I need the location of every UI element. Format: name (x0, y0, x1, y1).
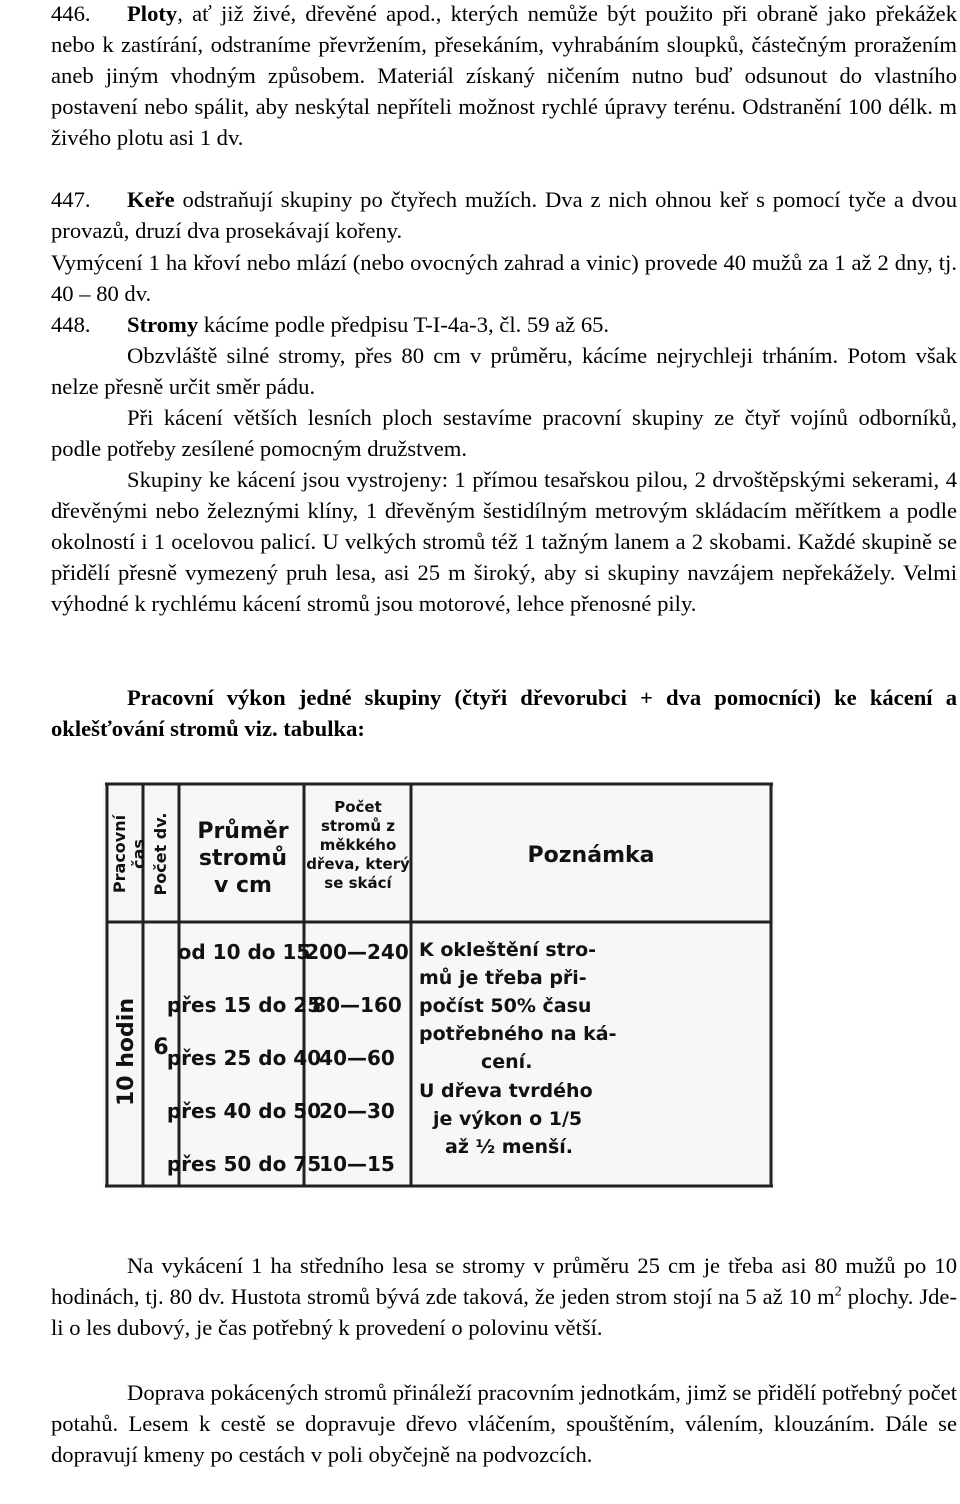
paragraph-after-1 (51, 1250, 957, 1343)
cell-prumer: přes 50 do 75 (166, 1152, 322, 1176)
note-line: je výkon o 1/5 (433, 1108, 583, 1130)
table-intro: Pracovní výkon jedné skupiny (čtyři dřevorubci + dva pomocníci) ke kácení a oklešťování stromů viz. tabulka: (51, 685, 957, 741)
paragraph-text: Na vykácení 1 ha středního lesa se stromy v průměru 25 cm je třeba asi 80 mužů po 10 hodinách, tj. 80 dv. Hustota stromů bývá zde taková, že jeden strom stojí na 5 až 10 m (51, 1253, 957, 1309)
header-pocet-line: stromů z (320, 817, 396, 835)
header-dv: Počet dv. (151, 812, 170, 896)
paragraph-text: plochy. Jde-li o les dubový, je čas potřebný k provedení o polovinu větší. (51, 1284, 957, 1340)
paragraph-448-3: Při kácení větších lesních ploch sestavíme pracovní skupiny ze čtyř vojínů odborníků, podle potřeby zesílené pomocným družstvem. (51, 405, 957, 461)
note-line: mů je třeba při- (419, 967, 587, 989)
section-number: 448. (51, 312, 91, 337)
note-line: K okleštění stro- (419, 939, 597, 961)
paragraph-448-2: Obzvláště silné stromy, přes 80 cm v průměru, kácíme nejrychleji trháním. Potom však nelze přesně určit směr pádu. (51, 343, 957, 399)
superscript: 2 (834, 1284, 842, 1300)
header-pocet-line: se skácí (324, 874, 392, 892)
header-prumer-line: v cm (214, 873, 272, 898)
header-prumer-line: stromů (198, 846, 288, 871)
paragraph-448-4: Skupiny ke kácení jsou vystrojeny: 1 přímou tesařskou pilou, 2 drvoštěpskými sekerami, 4 dřevěnými nebo železnými klíny, 1 dřevěným šestidílným metrovým skládacím měřítkem a podle okolností i 1 ocelovou palicí. U velkých stromů též 1 tažným lanem a 2 skobami. Každé skupině se přidělí přesně vymezený pruh lesa, asi 25 m široký, aby si skupiny navzájem nepřekážely. Velmi výhodné k rychlému kácení stromů jsou motorové, lehce přenosné pily. (51, 467, 957, 616)
section-title: Ploty (127, 1, 178, 26)
header-pocet-line: Počet (334, 798, 382, 816)
paragraph-after-2: Doprava pokácených stromů přináleží pracovním jednotkám, jimž se přidělí potřebný počet potahů. Lesem k cestě se dopravuje dřevo vláčením, spouštěním, válením, klouzáním. Dále se dopravují kmeny po cestách v poli obyčejně na podvozcích. (51, 1380, 957, 1467)
cell-pocet: 10—15 (319, 1152, 395, 1176)
paragraph-447-2: Vymýcení 1 ha křoví nebo mlází (nebo ovocných zahrad a vinic) provede 40 mužů za 1 až 2 dny, tj. 40 – 80 dv. (51, 250, 957, 306)
table-scan (103, 782, 775, 1188)
cell-prumer: přes 40 do 50 (166, 1099, 322, 1123)
cell-dv: 6 (153, 1035, 169, 1060)
header-cas-line: čas (129, 839, 148, 869)
note-line: U dřeva tvrdého (419, 1080, 593, 1102)
cell-pocet: 40—60 (319, 1046, 395, 1070)
cell-prumer: přes 15 do 25 (166, 993, 322, 1017)
paragraph-text: odstraňují skupiny po čtyřech mužích. Dva z nich ohnou keř s pomocí tyče a dvou provazů, druzí dva prosekávají kořeny. (51, 187, 957, 243)
header-cas-line: Pracovní (110, 814, 129, 894)
header-prumer-line: Průměr (197, 819, 289, 844)
cell-pocet: 20—30 (319, 1099, 395, 1123)
cell-prumer: od 10 do 15 (177, 940, 311, 964)
section-number: 447. (51, 187, 91, 212)
paragraph-text: kácíme podle předpisu T-I-4a-3, čl. 59 až 65. (198, 312, 610, 337)
note-line: cení. (481, 1051, 533, 1073)
performance-table (103, 782, 775, 1188)
section-number: 446. (51, 1, 91, 26)
cell-cas: 10 hodin (114, 997, 139, 1107)
cell-prumer: přes 25 do 40 (166, 1046, 322, 1070)
cell-pocet: 80—160 (312, 993, 402, 1017)
section-title: Stromy (127, 312, 199, 337)
cell-pocet: 200—240 (305, 940, 409, 964)
paragraph-447 (51, 184, 957, 246)
header-pocet-line: měkkého (319, 836, 397, 854)
note-line: potřebného na ká- (419, 1023, 617, 1045)
paragraph-446 (51, 0, 957, 153)
header-pocet-line: dřeva, který (306, 855, 410, 873)
note-line: až ½ menší. (445, 1136, 574, 1158)
section-title: Keře (127, 187, 175, 212)
paragraph-text: , ať již živé, dřevěné apod., kterých nemůže být použito při obraně jako překážek nebo k zastírání, odstraníme převržením, přesekáním, vyhrabáním sloupků, částečným proražením aneb jiným vhodným způsobem. Materiál získaný ničením nutno buď odsunout do vlastního postavení nebo spálit, aby neskýtal nepříteli možnost rychlé úpravy terénu. Odstranění 100 délk. m živého plotu asi 1 dv. (51, 1, 957, 150)
note-line: počíst 50% času (419, 995, 592, 1017)
paragraph-448 (51, 309, 957, 340)
header-poznamka: Poznámka (527, 843, 655, 868)
